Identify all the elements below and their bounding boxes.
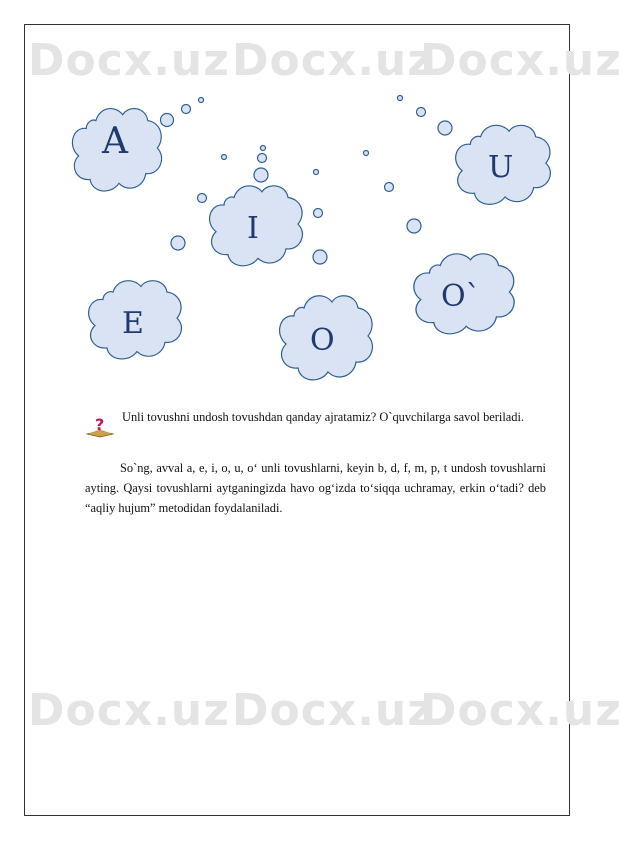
thought-bubble xyxy=(261,146,266,151)
watermark: Docx.uz xyxy=(28,685,230,736)
cloud-letter-o: O xyxy=(310,323,335,358)
cloud-letter-o-accent: O` xyxy=(441,279,481,314)
watermark: Docx.uz xyxy=(420,685,622,736)
thought-bubble xyxy=(385,183,394,192)
thought-bubble xyxy=(171,236,185,250)
thought-clouds-illustration xyxy=(0,0,595,400)
body-paragraph: So`ng, avval a, e, i, o, u, o‘ unli tovushlarni, keyin b, d, f, m, p, t undosh tovushlarni ayting. Qaysi tovushlarni aytganingizda havo og‘izda to‘siqqa uchramay, erkin o‘tadi? deb “aqliy hujum” metodidan foydalaniladi. xyxy=(85,461,546,515)
watermark: Docx.uz xyxy=(232,35,434,86)
question-book-icon xyxy=(86,414,114,438)
thought-bubble xyxy=(182,105,191,114)
thought-bubble xyxy=(254,168,268,182)
thought-bubble xyxy=(161,114,174,127)
thought-bubble xyxy=(258,154,267,163)
thought-bubble xyxy=(314,170,319,175)
watermark: Docx.uz xyxy=(420,35,622,86)
cloud-letter-a: A xyxy=(102,121,128,162)
thought-bubble xyxy=(198,194,207,203)
cloud-letter-e: E xyxy=(122,306,144,341)
cloud-letter-i: I xyxy=(247,211,259,246)
cloud-letter-u: U xyxy=(488,150,514,185)
svg-text:?: ? xyxy=(95,415,105,434)
watermark: Docx.uz xyxy=(28,35,230,86)
thought-bubble xyxy=(438,121,452,135)
thought-bubble xyxy=(417,108,426,117)
thought-bubble xyxy=(199,98,204,103)
thought-bubble xyxy=(314,209,323,218)
watermark: Docx.uz xyxy=(232,685,434,736)
thought-bubble xyxy=(364,151,369,156)
question-text: Unli tovushni undosh tovushdan qanday ajratamiz? O`quvchilarga savol beriladi. xyxy=(122,410,525,424)
thought-bubble xyxy=(222,155,227,160)
thought-bubble xyxy=(398,96,403,101)
thought-bubble xyxy=(313,250,327,264)
thought-bubble xyxy=(407,219,421,233)
